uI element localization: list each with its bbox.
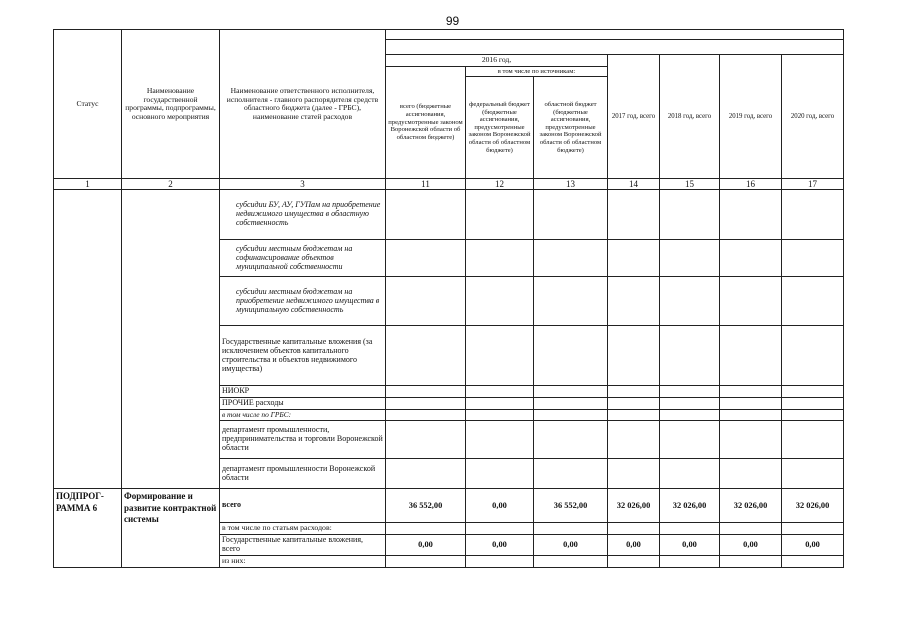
row-label: Государственные капитальные вложения (за исключением объектов капитального строительства и объектов недвижимого имущества) (220, 326, 386, 386)
row-label: департамент промышленности Воронежской области (220, 459, 386, 489)
col-number: 15 (660, 179, 720, 190)
program-cell-empty (122, 190, 220, 489)
capital-value: 0,00 (608, 535, 660, 556)
header-blank-band-2 (386, 40, 844, 55)
capital-value: 0,00 (782, 535, 844, 556)
col-number: 14 (608, 179, 660, 190)
header-year-2016: 2016 год, (386, 55, 608, 67)
header-2018: 2018 год, всего (660, 55, 720, 179)
capital-value: 0,00 (660, 535, 720, 556)
header-blank-band (386, 30, 844, 40)
row-label: субсидии местным бюджетам на софинансирование объектов муниципальной собственности (220, 240, 386, 277)
total-value: 32 026,00 (720, 489, 782, 523)
header-incl-sources: в том числе по источникам: (466, 66, 608, 77)
col-number: 1 (54, 179, 122, 190)
subprogram-status: ПОДПРОГ-РАММА 6 (54, 489, 122, 567)
subprogram-name: Формирование и развитие контрактной системы (122, 489, 220, 567)
header-regional: областной бюджет (бюджетные ассигнования, предусмотренные законом Воронежской области об областном бюджете) (534, 77, 608, 179)
col-number: 12 (466, 179, 534, 190)
total-value: 32 026,00 (608, 489, 660, 523)
of-which-label: из них: (220, 556, 386, 568)
header-federal: федеральный бюджет (бюджетные ассигнования, предусмотренные законом Воронежской области об областном бюджете) (466, 77, 534, 179)
header-status: Статус (54, 30, 122, 179)
row-label: НИОКР (220, 386, 386, 398)
header-2019: 2019 год, всего (720, 55, 782, 179)
total-value: 36 552,00 (386, 489, 466, 523)
capital-value: 0,00 (386, 535, 466, 556)
row-label: департамент промышленности, предпринимательства и торговли Воронежской области (220, 421, 386, 459)
header-2020: 2020 год, всего (782, 55, 844, 179)
col-number: 2 (122, 179, 220, 190)
total-value: 32 026,00 (782, 489, 844, 523)
capital-label: Государственные капитальные вложения, всего (220, 535, 386, 556)
total-value: 0,00 (466, 489, 534, 523)
row-label: субсидии БУ, АУ, ГУПам на приобретение недвижимого имущества в областную собственность (220, 190, 386, 240)
row-label: в том числе по ГРБС: (220, 410, 386, 421)
page-number: 99 (445, 14, 460, 28)
col-number: 11 (386, 179, 466, 190)
header-executor: Наименование ответственного исполнителя, исполнителя - главного распорядителя средств областного бюджета (далее - ГРБС), наименование статей расходов (220, 30, 386, 179)
header-2017: 2017 год, всего (608, 55, 660, 179)
status-cell-empty (54, 190, 122, 489)
total-label: всего (220, 489, 386, 523)
capital-value: 0,00 (466, 535, 534, 556)
budget-table (53, 29, 844, 568)
col-number: 16 (720, 179, 782, 190)
capital-value: 0,00 (534, 535, 608, 556)
header-total-2016: всего (бюджетные ассигнования, предусмотренные законом Воронежской области об областном бюджете) (386, 66, 466, 179)
col-number: 3 (220, 179, 386, 190)
row-label: субсидии местным бюджетам на приобретение недвижимого имущества в муниципальную собственность (220, 277, 386, 326)
total-value: 32 026,00 (660, 489, 720, 523)
capital-value: 0,00 (720, 535, 782, 556)
row-label: ПРОЧИЕ расходы (220, 398, 386, 410)
col-number: 17 (782, 179, 844, 190)
total-value: 36 552,00 (534, 489, 608, 523)
header-program-name: Наименование государственной программы, подпрограммы, основного мероприятия (122, 30, 220, 179)
by-articles-label: в том числе по статьям расходов: (220, 523, 386, 535)
col-number: 13 (534, 179, 608, 190)
